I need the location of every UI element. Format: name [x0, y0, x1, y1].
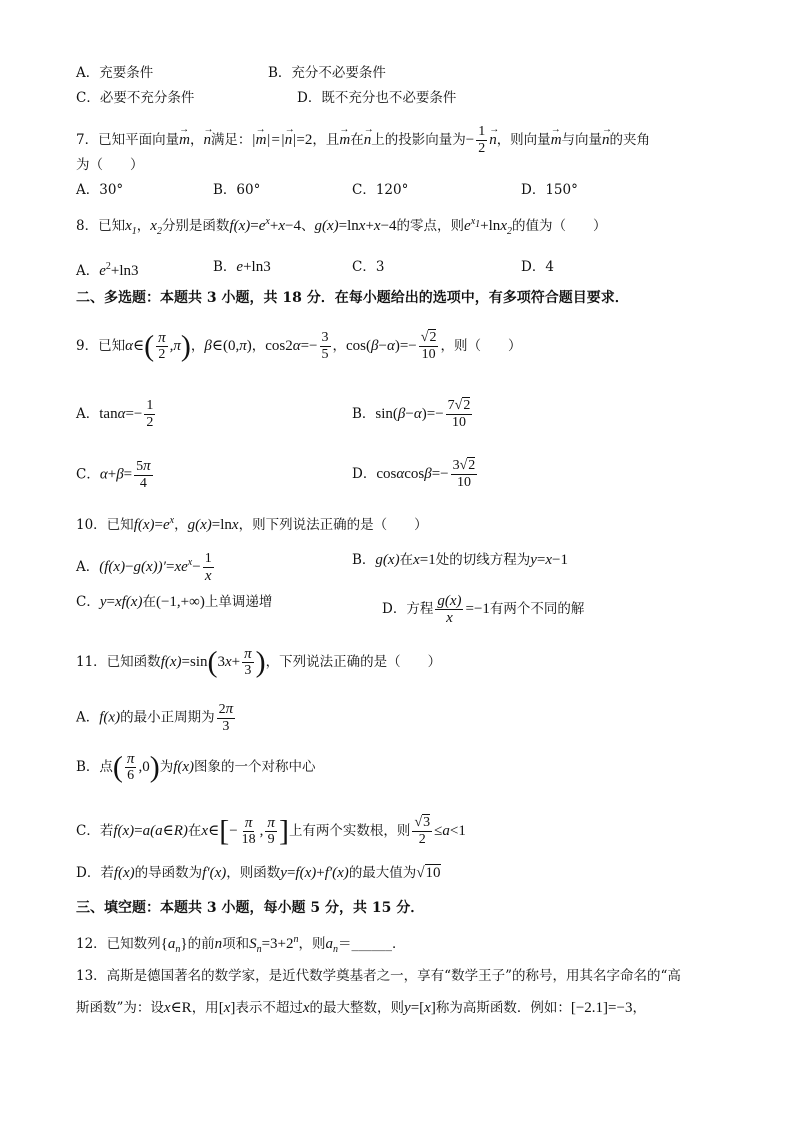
q9-option-a: A．tanα=− $\frac{1}{2}$ [76, 398, 154, 430]
q12-stem: 12．已知数列$\{a_n\}$的前n项和$S_n=3+2^n$，则$a_n=\_\_\_\_\_\_$． [76, 934, 406, 955]
q13-stem-line1: 13．高斯是德国著名的数学家，是近代数学奠基者之一，享有“数学王子”的称号，用其名字命名的“高 [76, 968, 681, 984]
q7-option-c: C．120° [352, 182, 409, 198]
q8-option-c: C．3 [352, 259, 385, 275]
q10-option-c: C．y=xf(x)在(−1,+∞)上单调递增 [76, 594, 273, 610]
q8-option-a: A．$e^2+\ln 3$ [76, 261, 139, 279]
q6-option-a: A．充要条件 [76, 65, 154, 81]
q8-option-b: B．e+ln3 [213, 259, 271, 275]
q10-option-d: D．方程 $\frac{g(x)}{x}$ =−1有两个不同的解 [382, 593, 585, 626]
q9-option-c: C．α+β= $\frac{5\pi}{4}$ [76, 458, 151, 491]
q11-option-b: B．点( $\frac{\pi}{6}$ ,0)为f(x)图象的一个对称中心 [76, 750, 316, 784]
q11-stem: 11．已知函数f(x)=sin(3x+ $\frac{\pi}{3}$ )，下列说法正确的是（ ） [76, 645, 442, 679]
q9-option-b: B．sin(β−α)=− $\frac{7√2}{10}$ [352, 398, 471, 430]
q10-option-b: B．g(x)在x=1处的切线方程为y=x−1 [352, 552, 568, 568]
q11-option-d: D．若f(x)的导函数为f′(x)，则函数y=f(x)+f′(x)的最大值为√10 [76, 865, 441, 881]
q7-option-a: A．30° [76, 182, 124, 198]
q6-option-d: D．既不充分也不必要条件 [297, 90, 457, 106]
section-2-heading: 二、多选题：本题共 3 小题，共 18 分．在每小题给出的选项中，有多项符合题目要求． [76, 290, 629, 306]
q7-option-b: B．60° [213, 182, 261, 198]
q7-stem-cont: 为（ ） [76, 157, 144, 173]
q9-option-d: D．cosαcosβ=− $\frac{3√2}{10}$ [352, 458, 476, 490]
q11-option-c: C．若f(x)=a(a∈R)在x∈[− $\frac{\pi}{18}$ , $\frac{\pi}{9}$ ]上有两个实数根，则 $\frac{√3}{2}$ ≤a<1 [76, 814, 466, 848]
q8-stem: 8．已知$x_1$，$x_2$分别是函数$f(x)=e^x+x-4$、g(x)=lnx+x−4的零点，则$e^{x_1}+\ln x_2$的值为（ ） [76, 216, 607, 237]
q7-option-d: D．150° [521, 182, 578, 198]
q13-stem-line2: 斯函数”为：设x∈R，用[x]表示不超过x的最大整数，则y=[x]称为高斯函数．例如：[−2.1]=−3， [76, 1000, 646, 1016]
q10-option-a: A．$(f(x)-g(x))'=xe^x-$ $\frac{1}{x}$ [76, 551, 212, 584]
q8-option-d: D．4 [521, 259, 554, 275]
section-3-heading: 三、填空题：本题共 3 小题，每小题 5 分，共 15 分． [76, 900, 425, 916]
q6-option-c: C．必要不充分条件 [76, 90, 195, 106]
q7-stem: 7．已知平面向量→ m，→ n满足：|→ m|=|→ n|=2，且→ m在→ n上的投影向量为− $\frac{1}{2}$ → n，则向量→ m与向量→ n的夹角 [76, 124, 650, 157]
q10-stem: 10．已知$f(x)=e^x$，g(x)=lnx，则下列说法正确的是（ ） [76, 515, 428, 533]
q9-stem: 9．已知α∈( $\frac{\pi}{2}$ ,π)，β∈(0,π)，cos2α=− $\frac{3}{5}$ ，cos(β−α)=− $\frac{√2}{10}$ ，则（ ） [76, 329, 522, 363]
q6-option-b: B．充分不必要条件 [268, 65, 386, 81]
q11-option-a: A．f(x)的最小正周期为 $\frac{2\pi}{3}$ [76, 701, 234, 734]
